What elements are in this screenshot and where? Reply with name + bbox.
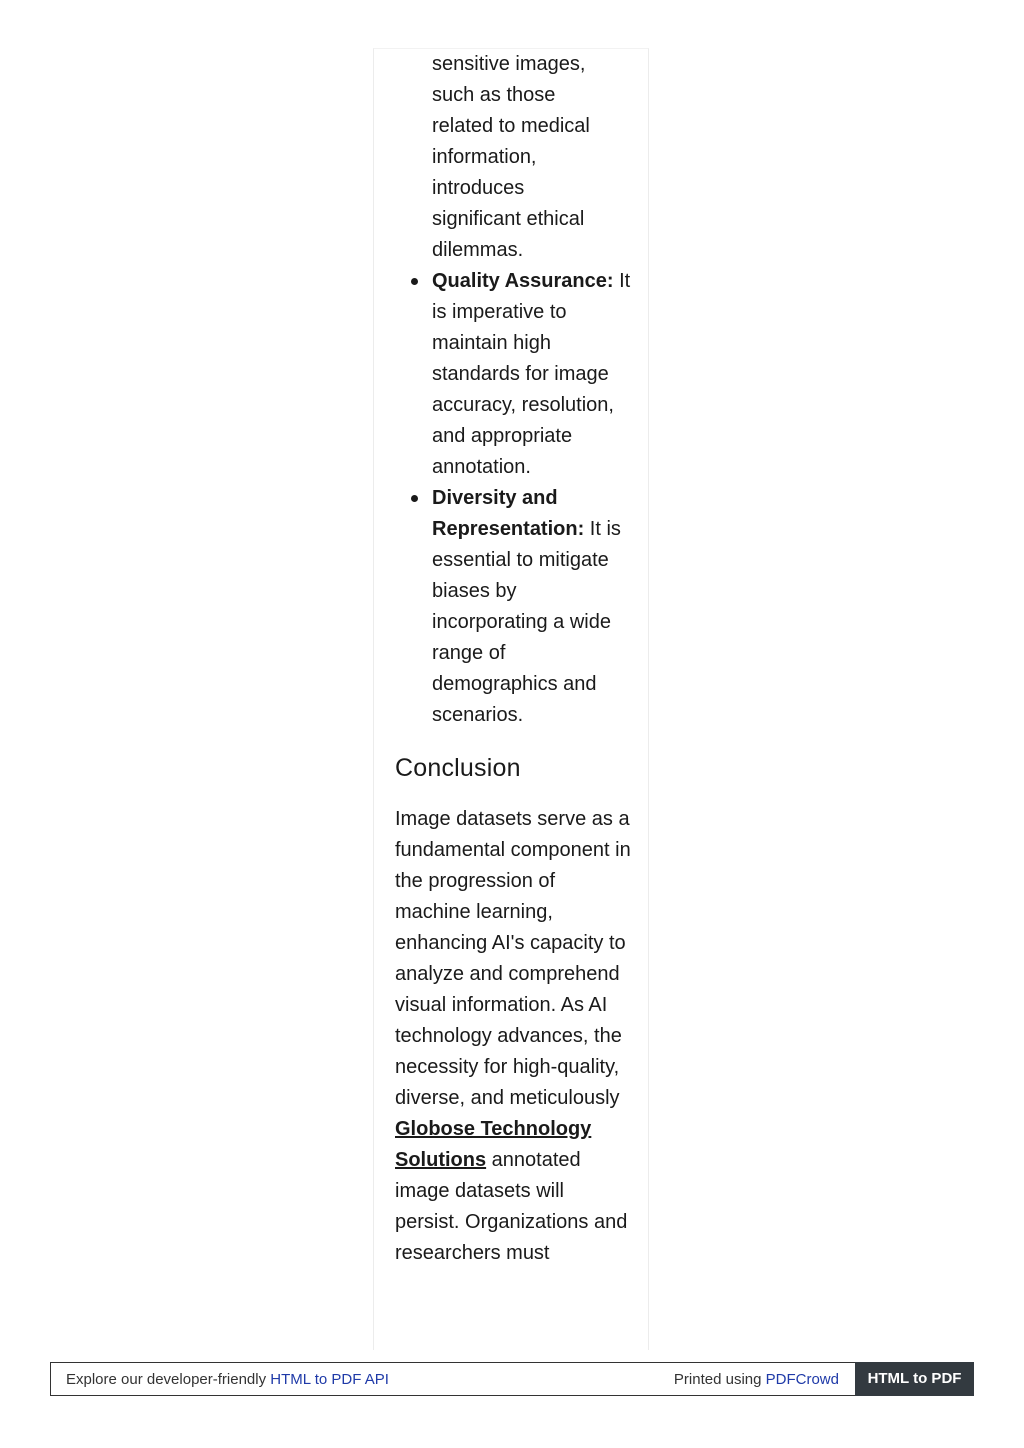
- conclusion-paragraph: [395, 804, 631, 1269]
- footer-printed: [674, 1371, 839, 1388]
- bullet-dot-icon: [411, 278, 418, 285]
- conclusion-text-end: annotated image datasets will persist. Organizations and researchers must: [395, 1149, 628, 1264]
- conclusion-text: Image datasets serve as a fundamental component in the progression of machine learning, enhancing AI's capacity to analyze and comprehend visual information. As AI technology advances, the necessity for high-quality, diverse, and meticulously: [395, 808, 631, 1109]
- fragment-line: significant ethical: [432, 208, 585, 230]
- fragment-line: such as those: [432, 84, 556, 106]
- article-column: [373, 48, 649, 1350]
- html-to-pdf-api-link[interactable]: HTML to PDF API: [270, 1371, 389, 1388]
- fragment-line: information,: [432, 146, 537, 168]
- bullet-list: [395, 266, 631, 731]
- html-to-pdf-badge[interactable]: HTML to PDF: [855, 1362, 974, 1396]
- list-item: [395, 483, 631, 731]
- bullet-dot-icon: [411, 495, 418, 502]
- conclusion-heading: Conclusion: [395, 754, 521, 782]
- bullet-label: Diversity and Representation:: [432, 487, 585, 540]
- fragment-line: sensitive images,: [432, 53, 586, 75]
- fragment-line: related to medical: [432, 115, 590, 137]
- article-content: [395, 49, 631, 1269]
- footer-explore: [66, 1371, 389, 1388]
- fragment-line: dilemmas.: [432, 239, 524, 261]
- bullet-text: It is imperative to maintain high standards for image accuracy, resolution, and appropriate annotation.: [432, 270, 631, 478]
- footer-explore-text: Explore our developer-friendly: [66, 1371, 271, 1388]
- bullet-text: It is essential to mitigate biases by incorporating a wide range of demographics and scenarios.: [432, 518, 621, 726]
- pdfcrowd-link[interactable]: PDFCrowd: [765, 1371, 839, 1388]
- list-item-continuation: [395, 49, 631, 266]
- list-item: [395, 266, 631, 483]
- bullet-label: Quality Assurance:: [432, 270, 614, 292]
- fragment-line: introduces: [432, 177, 525, 199]
- footer-printed-text: Printed using: [673, 1371, 766, 1388]
- pdf-footer: [50, 1362, 974, 1396]
- globose-link[interactable]: Globose Technology Solutions: [395, 1118, 592, 1171]
